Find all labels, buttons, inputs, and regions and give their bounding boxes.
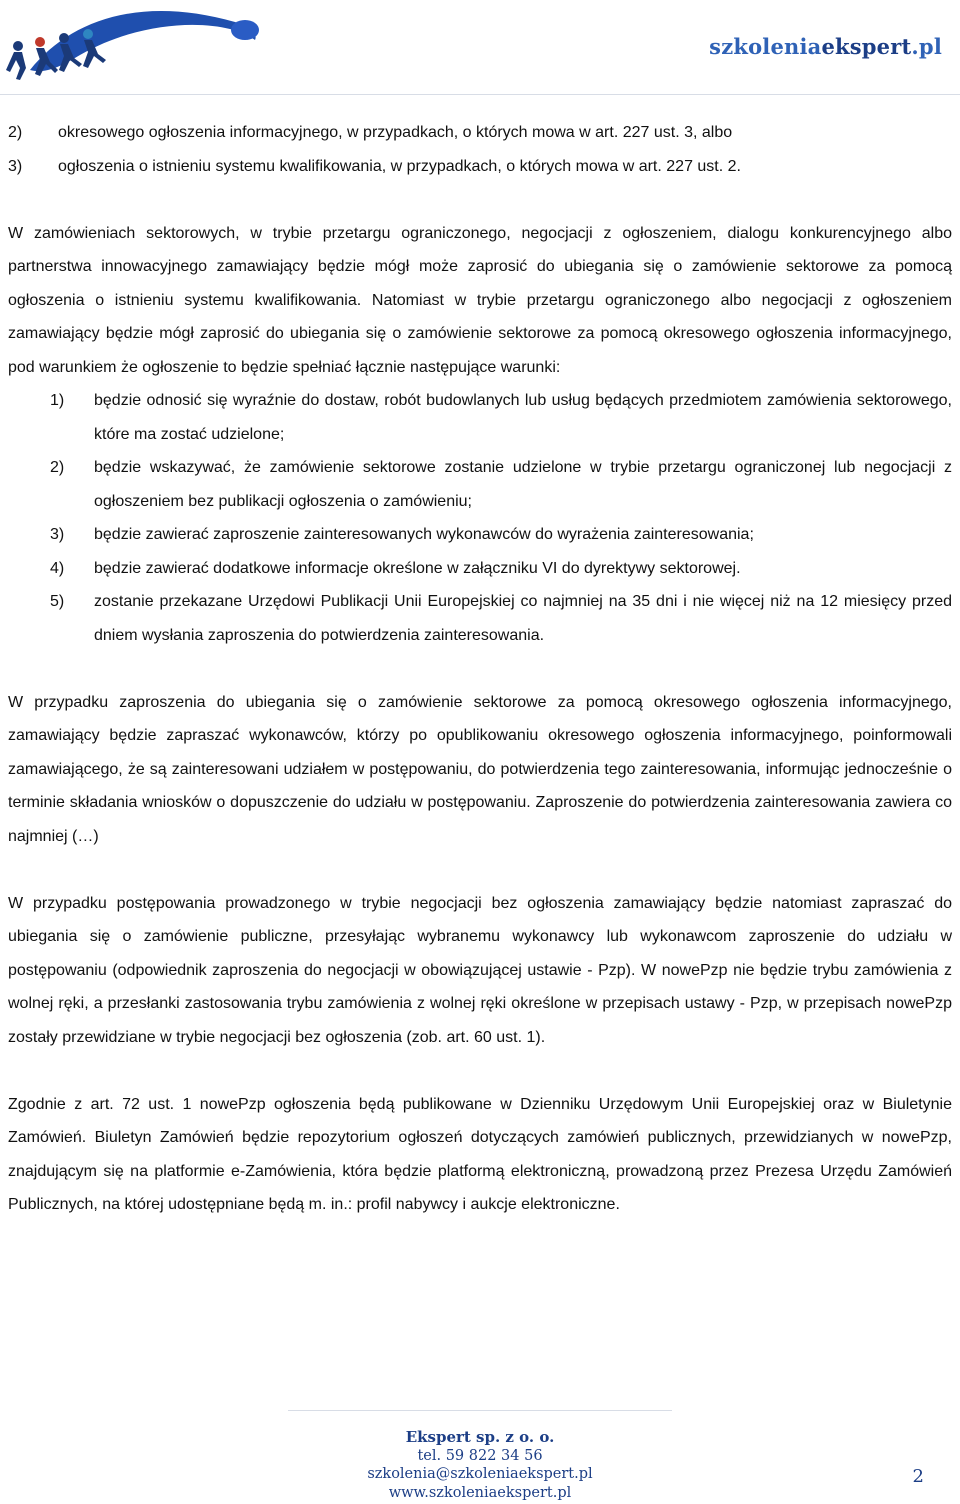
footer-phone: tel. 59 822 34 56: [417, 1447, 543, 1464]
document-body: [8, 116, 952, 1222]
list-item: [8, 518, 952, 552]
footer-divider: [288, 1410, 672, 1411]
conditions-list: [8, 384, 952, 652]
list-item-number: 3): [8, 157, 23, 175]
list-item: [8, 384, 952, 451]
list-item: [8, 451, 952, 518]
list-item: [8, 150, 952, 184]
list-item-text: ogłoszenia o istnieniu systemu kwalifikowania, w przypadkach, o których mowa w art. 227 ust. 2.: [58, 157, 741, 175]
list-item: [8, 552, 952, 586]
brand-name[interactable]: [709, 34, 942, 59]
paragraph-negotiation: W przypadku postępowania prowadzonego w trybie negocjacji bez ogłoszenia zamawiający będzie natomiast zapraszać do ubiegania się o zamówienie publiczne, przesyłając wybranemu wykonawcy lub wykonawcom zaproszenie do udziału w postępowaniu (odpowiednik zaproszenia do negocjacji w obowiązującej ustawie - Pzp). W nowePzp nie będzie trybu zamówienia z wolnej ręki, a przesłanki zastosowania trybu zamówienia z wolnej ręki określone w przepisach ustawy - Pzp, w przepisach nowePzp zostały przewidziane w trybie negocjacji bez ogłoszenia (zob. art. 60 ust. 1).: [8, 894, 952, 1046]
list-item-number: 4): [50, 559, 65, 577]
header-divider: [0, 94, 960, 95]
list-item-number: 2): [8, 124, 23, 141]
footer-website[interactable]: www.szkoleniaekspert.pl: [388, 1484, 572, 1501]
logo-swoosh-tip: [231, 20, 259, 40]
paragraph-sector-procurement: W zamówieniach sektorowych, w trybie przetargu ograniczonego, negocjacji z ogłoszeniem, dialogu konkurencyjnego albo partnerstwa innowacyjnego zamawiający będzie mógł może zaprosić do ubiegania się o zamówienie sektorowe za pomocą ogłoszenia o istnieniu systemu kwalifikowania. Natomiast w trybie przetargu ograniczonego albo negocjacji z ogłoszeniem zamawiający będzie mógł zaprosić do ubiegania się o zamówienie sektorowe za pomocą okresowego ogłoszenia informacyjnego, pod warunkiem że ogłoszenie to będzie spełniać łącznie następujące warunki:: [8, 224, 952, 376]
paragraph-invitation: W przypadku zaproszenia do ubiegania się o zamówienie sektorowe za pomocą okresowego ogłoszenia informacyjnego, zamawiający będzie zapraszać wykonawców, którzy po opublikowaniu okresowego ogłoszenia informacyjnego, poinformowali zamawiającego, że są zainteresowani udziałem w postępowaniu, do potwierdzenia tego zainteresowania, informując jednocześnie o terminie składania wniosków o dopuszczenie do udziału w postępowaniu. Zaproszenie do potwierdzenia zainteresowania zawiera co najmniej (…): [8, 693, 952, 845]
brand-part-2: ekspert: [821, 34, 912, 59]
options-list: [8, 116, 952, 183]
page-footer: [0, 1428, 960, 1502]
list-item-text: okresowego ogłoszenia informacyjnego, w przypadkach, o których mowa w art. 227 ust. 3, albo: [58, 124, 733, 141]
list-item-text: będzie odnosić się wyraźnie do dostaw, robót budowlanych lub usług będących przedmiotem zamówienia sektorowego, które ma zostać udzielone;: [94, 392, 952, 443]
list-item: [8, 585, 952, 652]
list-item-number: 2): [50, 459, 65, 476]
logo-graphic: [0, 0, 290, 92]
list-item-text: będzie wskazywać, że zamówienie sektorowe zostanie udzielone w trybie przetargu ograniczonej lub negocjacji z ogłoszeniem bez publikacji ogłoszenia o zamówieniu;: [94, 459, 952, 510]
list-item-text: zostanie przekazane Urzędowi Publikacji Unii Europejskiej co najmniej na 35 dni i nie więcej niż na 12 miesięcy przed dniem wysłania zaproszenia do potwierdzenia zainteresowania.: [94, 593, 952, 644]
list-item: [8, 116, 952, 150]
list-item-number: 3): [50, 526, 65, 543]
footer-company: Ekspert sp. z o. o.: [405, 1428, 555, 1446]
paragraph-publication: Zgodnie z art. 72 ust. 1 nowePzp ogłoszenia będą publikowane w Dzienniku Urzędowym Unii Europejskiej oraz w Biuletynie Zamówień. Biuletyn Zamówień będzie repozytorium ogłoszeń dotyczących zamówień publicznych, przewidzianych w nowePzp, znajdującym się na platformie e-Zamówienia, która będzie platformą elektroniczną, prowadzoną przez Prezesa Urzędu Zamówień Publicznych, na której udostępniane będą m. in.: profil nabywcy i aukcje elektroniczne.: [8, 1095, 952, 1213]
page-number: 2: [912, 1466, 924, 1487]
brand-part-3: .pl: [911, 34, 942, 59]
list-item-number: 1): [50, 392, 65, 409]
page-header: [0, 0, 960, 100]
footer-email[interactable]: szkolenia@szkoleniaekspert.pl: [367, 1466, 593, 1482]
list-item-text: będzie zawierać dodatkowe informacje określone w załączniku VI do dyrektywy sektorowej.: [94, 559, 741, 577]
brand-part-1: szkolenia: [709, 34, 822, 59]
list-item-text: będzie zawierać zaproszenie zainteresowanych wykonawców do wyrażenia zainteresowania;: [94, 526, 754, 543]
list-item-number: 5): [50, 593, 65, 610]
